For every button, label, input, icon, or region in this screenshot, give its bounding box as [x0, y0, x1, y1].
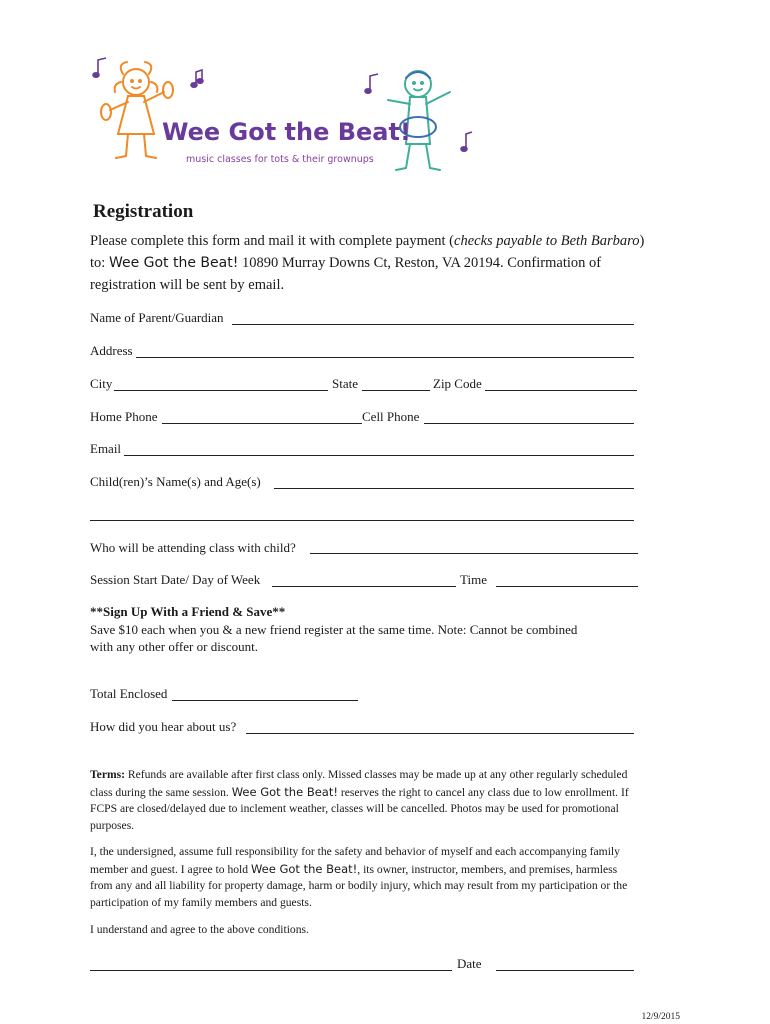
children-input[interactable]: [274, 488, 634, 489]
promo-heading: **Sign Up With a Friend & Save**: [90, 604, 286, 619]
address-input[interactable]: [136, 357, 634, 358]
date-label: Date: [457, 956, 482, 971]
attending-label: Who will be attending class with child?: [90, 540, 296, 555]
hear-about-label: How did you hear about us?: [90, 719, 237, 734]
date-input[interactable]: [496, 970, 634, 971]
terms-text: Terms: Refunds are available after first class only. Missed classes may be made up at any other regularly scheduled class during the same session. Wee Got the Beat! reserves the right to cancel any class due to low enrollment. If FCPS are closed/delayed due to inclement weather, classes will be cancelled. Photos may be used for promotional purposes.: [90, 768, 629, 832]
total-enclosed-label: Total Enclosed: [90, 686, 168, 701]
email-label: Email: [90, 441, 122, 456]
time-label: Time: [460, 572, 487, 587]
signature-input[interactable]: [90, 970, 452, 971]
agreement-text: I understand and agree to the above conditions.: [90, 923, 309, 936]
city-input[interactable]: [114, 390, 328, 391]
session-input[interactable]: [272, 586, 456, 587]
wee-got-the-beat-logo: [88, 52, 478, 180]
attending-input[interactable]: [310, 553, 638, 554]
parent-label: Name of Parent/Guardian: [90, 310, 224, 325]
email-input[interactable]: [124, 455, 634, 456]
city-label: City: [90, 376, 113, 391]
logo-wordmark: Wee Got the Beat!: [162, 118, 411, 146]
page-title: Registration: [93, 201, 194, 222]
brand-name: Wee Got the Beat!: [108, 255, 239, 271]
children-input-line-2[interactable]: [90, 520, 634, 521]
time-input[interactable]: [496, 586, 638, 587]
cell-phone-label: Cell Phone: [362, 409, 420, 424]
state-input[interactable]: [362, 390, 430, 391]
promo-text: Save $10 each when you & a new friend register at the same time. Note: Cannot be combined with any other offer or discount.: [90, 622, 578, 654]
home-phone-input[interactable]: [162, 423, 362, 424]
session-label: Session Start Date/ Day of Week: [90, 572, 261, 587]
total-enclosed-input[interactable]: [172, 700, 358, 701]
waiver-text: I, the undersigned, assume full responsibility for the safety and behavior of myself and each accompanying family member and guest. I agree to hold Wee Got the Beat!, its owner, instructor, members, and premises, harmless from any and all liability for property damage, harm or bodily injury, which may result from my participation or the participation of my family members and guests.: [90, 845, 628, 909]
footer-date: 12/9/2015: [641, 1012, 680, 1022]
intro-text: Please complete this form and mail it with complete payment (checks payable to Beth Barbaro) to: Wee Got the Beat! 10890 Murray Downs Ct, Reston, VA 20194. Confirmation of registration will be sent by email.: [90, 233, 645, 293]
logo-tagline: music classes for tots & their grownups: [186, 154, 374, 165]
hear-about-input[interactable]: [246, 733, 634, 734]
zip-input[interactable]: [485, 390, 637, 391]
address-label: Address: [90, 343, 133, 358]
cell-phone-input[interactable]: [424, 423, 634, 424]
home-phone-label: Home Phone: [90, 409, 158, 424]
children-label: Child(ren)’s Name(s) and Age(s): [90, 474, 261, 489]
state-label: State: [332, 376, 358, 391]
zip-label: Zip Code: [433, 376, 482, 391]
parent-input[interactable]: [232, 324, 634, 325]
